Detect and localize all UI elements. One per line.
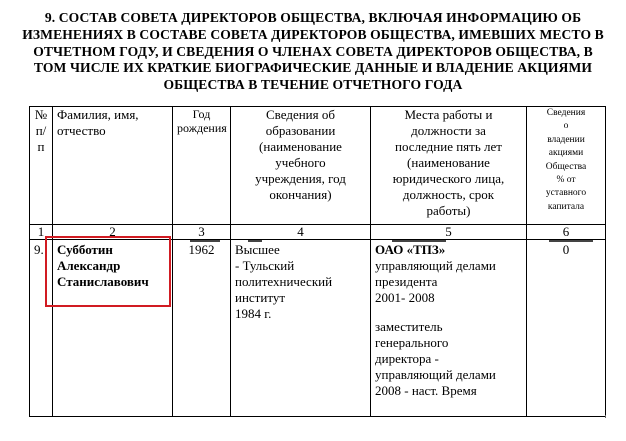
work-line: генерального: [375, 335, 449, 350]
education-info: [231, 240, 371, 417]
header-text: №: [34, 107, 48, 122]
work-line: 2008 - наст. Время: [375, 383, 477, 398]
header-text: Сведения об: [266, 107, 335, 122]
heading-line: ОТЧЕТНОМ ГОДУ, И СВЕДЕНИЯ О ЧЛЕНАХ СОВЕТА ДИРЕКТОРОВ ОБЩЕСТВА, В: [33, 43, 593, 59]
header-text: Сведения: [546, 108, 586, 118]
name-line: Станиславович: [57, 274, 149, 289]
header-text: учреждения, год: [255, 171, 346, 186]
header-text: п/: [35, 123, 47, 138]
header-shares: [527, 107, 606, 225]
heading-line: ТОМ ЧИСЛЕ ИХ КРАТКИЕ БИОГРАФИЧЕСКИЕ ДАННЫЕ И ВЛАДЕНИЕ АКЦИЯМИ: [33, 60, 593, 76]
column-number: 3: [173, 225, 231, 240]
birth-year: 1962: [173, 240, 231, 417]
header-text: окончания): [269, 187, 332, 202]
header-text: % от: [556, 175, 576, 186]
work-line: 2001- 2008: [375, 290, 435, 305]
heading-line: 9. СОСТАВ СОВЕТА ДИРЕКТОРОВ ОБЩЕСТВА, ВКЛЮЧАЯ ИНФОРМАЦИЮ ОБ: [44, 10, 582, 25]
education-line: 1984 г.: [235, 306, 272, 321]
education-line: политехнический: [235, 274, 333, 289]
education-line: Высшее: [235, 242, 280, 257]
scan-artifact: [392, 240, 446, 242]
header-text: отчество: [57, 123, 106, 138]
header-text: Год: [192, 107, 211, 121]
name-line: Субботин: [57, 242, 113, 257]
header-text: акциями: [548, 148, 584, 159]
section-heading: [14, 10, 612, 94]
work-line: президента: [375, 274, 438, 289]
shares-value: 0: [527, 240, 606, 417]
work-line: заместитель: [375, 319, 443, 334]
work-line: директора -: [375, 351, 439, 366]
work-history: [371, 240, 527, 417]
header-text: о: [563, 121, 569, 132]
page-edge-mark: [605, 415, 606, 418]
heading-line: ОБЩЕСТВА В ТЕЧЕНИЕ ОТЧЕТНОГО ГОДА: [163, 77, 463, 93]
name-line: Александр: [57, 258, 121, 273]
header-education: [231, 107, 371, 225]
header-text: капитала: [547, 201, 585, 212]
column-number: 5: [371, 225, 527, 240]
header-text: рождения: [177, 121, 227, 135]
name-highlight-box: [45, 236, 171, 307]
header-text: уставного: [545, 188, 587, 199]
table-header-row: [30, 107, 606, 225]
header-text: образовании: [265, 123, 336, 138]
column-number: 1: [30, 225, 53, 240]
work-line: управляющий делами: [375, 367, 496, 382]
header-year: [173, 107, 231, 225]
spacer: [375, 306, 522, 319]
column-number: 2: [53, 225, 173, 240]
scan-artifact: [190, 240, 220, 242]
row-number: 9.: [30, 240, 53, 417]
header-text: Фамилия, имя,: [57, 107, 139, 122]
heading-line: ИЗМЕНЕНИЯХ В СОСТАВЕ СОВЕТА ДИРЕКТОРОВ ОБЩЕСТВА, ИМЕВШИХ МЕСТО В: [22, 26, 604, 42]
work-line: управляющий делами: [375, 258, 496, 273]
scan-artifact: [248, 240, 262, 242]
header-text: юридического лица,: [392, 171, 505, 186]
header-text: п: [37, 139, 45, 154]
header-work: [371, 107, 527, 225]
column-number: 6: [527, 225, 606, 240]
header-text: должность, срок: [402, 187, 495, 202]
header-text: Общества: [545, 161, 587, 172]
column-number: 4: [231, 225, 371, 240]
header-text: должности за: [411, 123, 486, 138]
work-company: ОАО «ТПЗ»: [375, 242, 446, 257]
header-text: владении: [547, 134, 585, 145]
header-text: работы): [426, 203, 471, 218]
scan-artifact: [549, 240, 593, 242]
header-text: Места работы и: [404, 107, 493, 122]
education-line: - Тульский: [235, 258, 295, 273]
header-num: [30, 107, 53, 225]
header-name: [53, 107, 173, 225]
education-line: институт: [235, 290, 286, 305]
header-text: (наименование: [407, 155, 490, 170]
header-text: (наименование: [259, 139, 342, 154]
header-text: последние пять лет: [395, 139, 502, 154]
header-text: учебного: [275, 155, 326, 170]
